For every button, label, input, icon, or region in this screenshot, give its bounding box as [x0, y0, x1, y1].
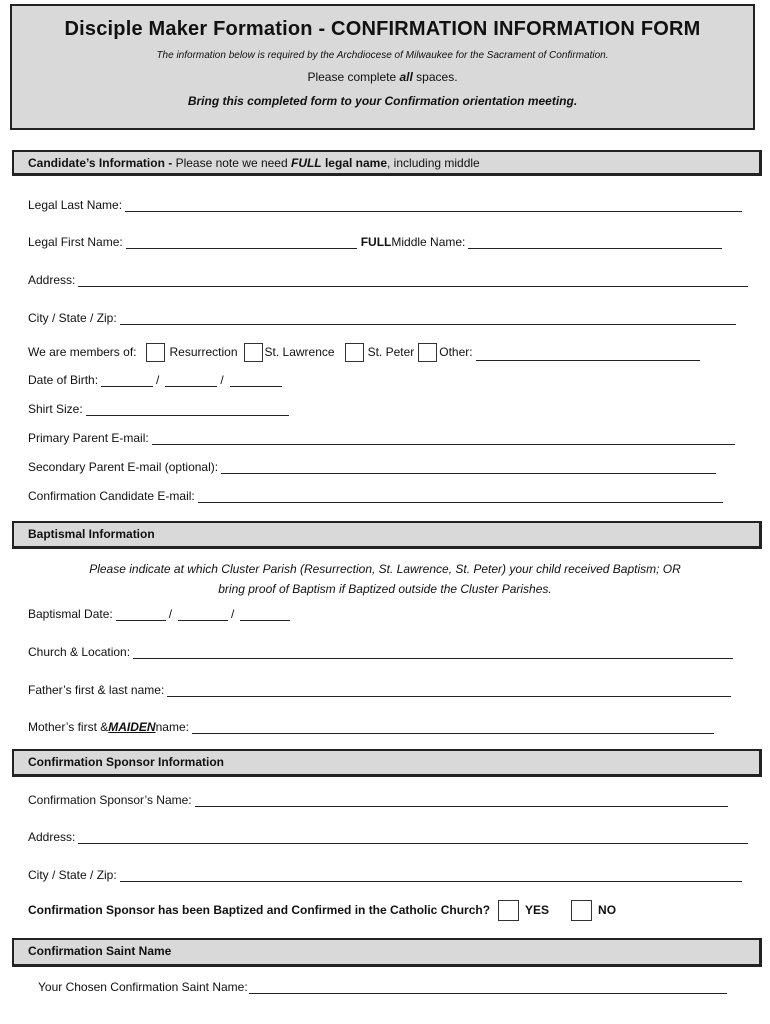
st-lawrence-label: St. Lawrence	[264, 345, 335, 359]
father-label: Father’s first & last name:	[28, 683, 165, 697]
baptism-date-label: Baptismal Date:	[28, 607, 113, 621]
form-header	[10, 4, 755, 130]
address-field[interactable]	[78, 274, 748, 287]
candidate-email-label: Confirmation Candidate E-mail:	[28, 489, 195, 503]
complete-pre: Please complete	[307, 70, 400, 84]
candidate-note-legal: legal name	[321, 156, 388, 170]
father-field[interactable]	[167, 684, 731, 697]
baptism-note-line1: Please indicate at which Cluster Parish (Resurrection, St. Lawrence, St. Peter) your child received Baptism; OR	[89, 562, 681, 576]
mother-field[interactable]	[192, 721, 714, 734]
saint-field[interactable]	[249, 981, 727, 994]
bring-note: Bring this completed form to your Confirmation orientation meeting.	[187, 94, 578, 108]
secondary-email-label: Secondary Parent E-mail (optional):	[28, 460, 219, 474]
primary-email-field[interactable]	[152, 432, 735, 445]
complete-post: spaces.	[412, 70, 458, 84]
mother-label-post: name:	[155, 720, 189, 734]
first-name-row	[28, 233, 722, 249]
church-label: Church & Location:	[28, 645, 131, 659]
sponsor-no-checkbox[interactable]	[571, 900, 592, 921]
mother-label-maiden: MAIDEN	[108, 720, 156, 734]
shirt-row	[28, 400, 289, 416]
sponsor-address-row	[28, 828, 748, 844]
candidate-note-full: FULL	[290, 156, 322, 170]
middle-name-bold: FULL	[360, 235, 392, 249]
church-field[interactable]	[133, 646, 733, 659]
address-row	[28, 271, 748, 287]
sponsor-no-label: NO	[598, 903, 617, 917]
form-title: Disciple Maker Formation - CONFIRMATION INFORMATION FORM	[64, 18, 701, 40]
sponsor-yes-checkbox[interactable]	[498, 900, 519, 921]
first-name-field[interactable]	[126, 236, 357, 249]
baptism-month-field[interactable]	[116, 608, 166, 621]
sponsor-question-label: Confirmation Sponsor has been Baptized and Confirmed in the Catholic Church?	[28, 903, 491, 917]
candidate-note-pre: Please note we need	[175, 156, 291, 170]
st-lawrence-checkbox[interactable]	[244, 343, 263, 362]
saint-heading: Confirmation Saint Name	[28, 944, 172, 958]
complete-em: all	[399, 70, 413, 84]
mother-row	[28, 718, 714, 734]
baptism-date-slash: /	[168, 607, 173, 621]
secondary-email-row	[28, 458, 716, 474]
baptism-date-slash: /	[231, 607, 235, 621]
dob-slash: /	[220, 373, 224, 387]
sponsor-heading: Confirmation Sponsor Information	[28, 755, 224, 769]
sponsor-city-label: City / State / Zip:	[28, 868, 117, 882]
last-name-label: Legal Last Name:	[28, 198, 123, 212]
candidate-email-row	[28, 487, 723, 503]
mother-label-pre: Mother’s first &	[28, 720, 109, 734]
city-label: City / State / Zip:	[28, 311, 117, 325]
sponsor-address-field[interactable]	[78, 831, 748, 844]
members-row	[28, 342, 700, 362]
baptism-note-line2: bring proof of Baptism if Baptized outside the Cluster Parishes.	[218, 582, 552, 596]
baptism-day-field[interactable]	[178, 608, 228, 621]
sponsor-name-row	[28, 791, 728, 807]
baptism-section-heading	[12, 521, 762, 549]
secondary-email-field[interactable]	[221, 461, 716, 474]
baptism-heading: Baptismal Information	[28, 527, 155, 541]
sponsor-name-label: Confirmation Sponsor’s Name:	[28, 793, 192, 807]
candidate-heading: Candidate’s Information -	[28, 156, 176, 170]
address-label: Address:	[28, 273, 76, 287]
sponsor-question-row	[28, 899, 616, 921]
dob-year-field[interactable]	[230, 374, 282, 387]
middle-name-field[interactable]	[468, 236, 722, 249]
dob-label: Date of Birth:	[28, 373, 99, 387]
saint-section-heading	[12, 938, 762, 967]
candidate-email-field[interactable]	[198, 490, 723, 503]
sponsor-yes-label: YES	[525, 903, 550, 917]
resurrection-label: Resurrection	[169, 345, 238, 359]
dob-row	[28, 371, 282, 387]
dob-day-field[interactable]	[165, 374, 217, 387]
other-checkbox[interactable]	[418, 343, 437, 362]
sponsor-address-label: Address:	[28, 830, 76, 844]
baptism-date-row	[28, 605, 290, 621]
dob-slash: /	[156, 373, 160, 387]
city-row	[28, 309, 736, 325]
sponsor-city-field[interactable]	[120, 869, 742, 882]
members-label: We are members of:	[28, 345, 137, 359]
st-peter-label: St. Peter	[367, 345, 415, 359]
shirt-field[interactable]	[86, 403, 289, 416]
primary-email-row	[28, 429, 735, 445]
resurrection-checkbox[interactable]	[146, 343, 165, 362]
sponsor-section-heading	[12, 749, 762, 777]
sponsor-name-field[interactable]	[195, 794, 728, 807]
st-peter-checkbox[interactable]	[345, 343, 364, 362]
first-name-label: Legal First Name:	[28, 235, 123, 249]
other-label: Other:	[439, 345, 473, 359]
complete-note	[12, 70, 753, 84]
city-field[interactable]	[120, 312, 736, 325]
middle-name-label: Middle Name:	[391, 235, 466, 249]
form-subtitle: The information below is required by the Archdiocese of Milwaukee for the Sacrament of Confirmation.	[156, 50, 609, 61]
saint-row	[38, 978, 727, 994]
baptism-note	[20, 559, 750, 599]
candidate-note-post: , including middle	[387, 156, 480, 170]
father-row	[28, 681, 731, 697]
last-name-row	[28, 196, 742, 212]
shirt-label: Shirt Size:	[28, 402, 83, 416]
candidate-section-heading	[12, 150, 762, 176]
sponsor-city-row	[28, 866, 742, 882]
other-field[interactable]	[476, 348, 700, 361]
dob-month-field[interactable]	[101, 374, 153, 387]
primary-email-label: Primary Parent E-mail:	[28, 431, 149, 445]
last-name-field[interactable]	[125, 199, 742, 212]
baptism-year-field[interactable]	[240, 608, 290, 621]
saint-label: Your Chosen Confirmation Saint Name:	[38, 980, 248, 994]
church-row	[28, 643, 733, 659]
